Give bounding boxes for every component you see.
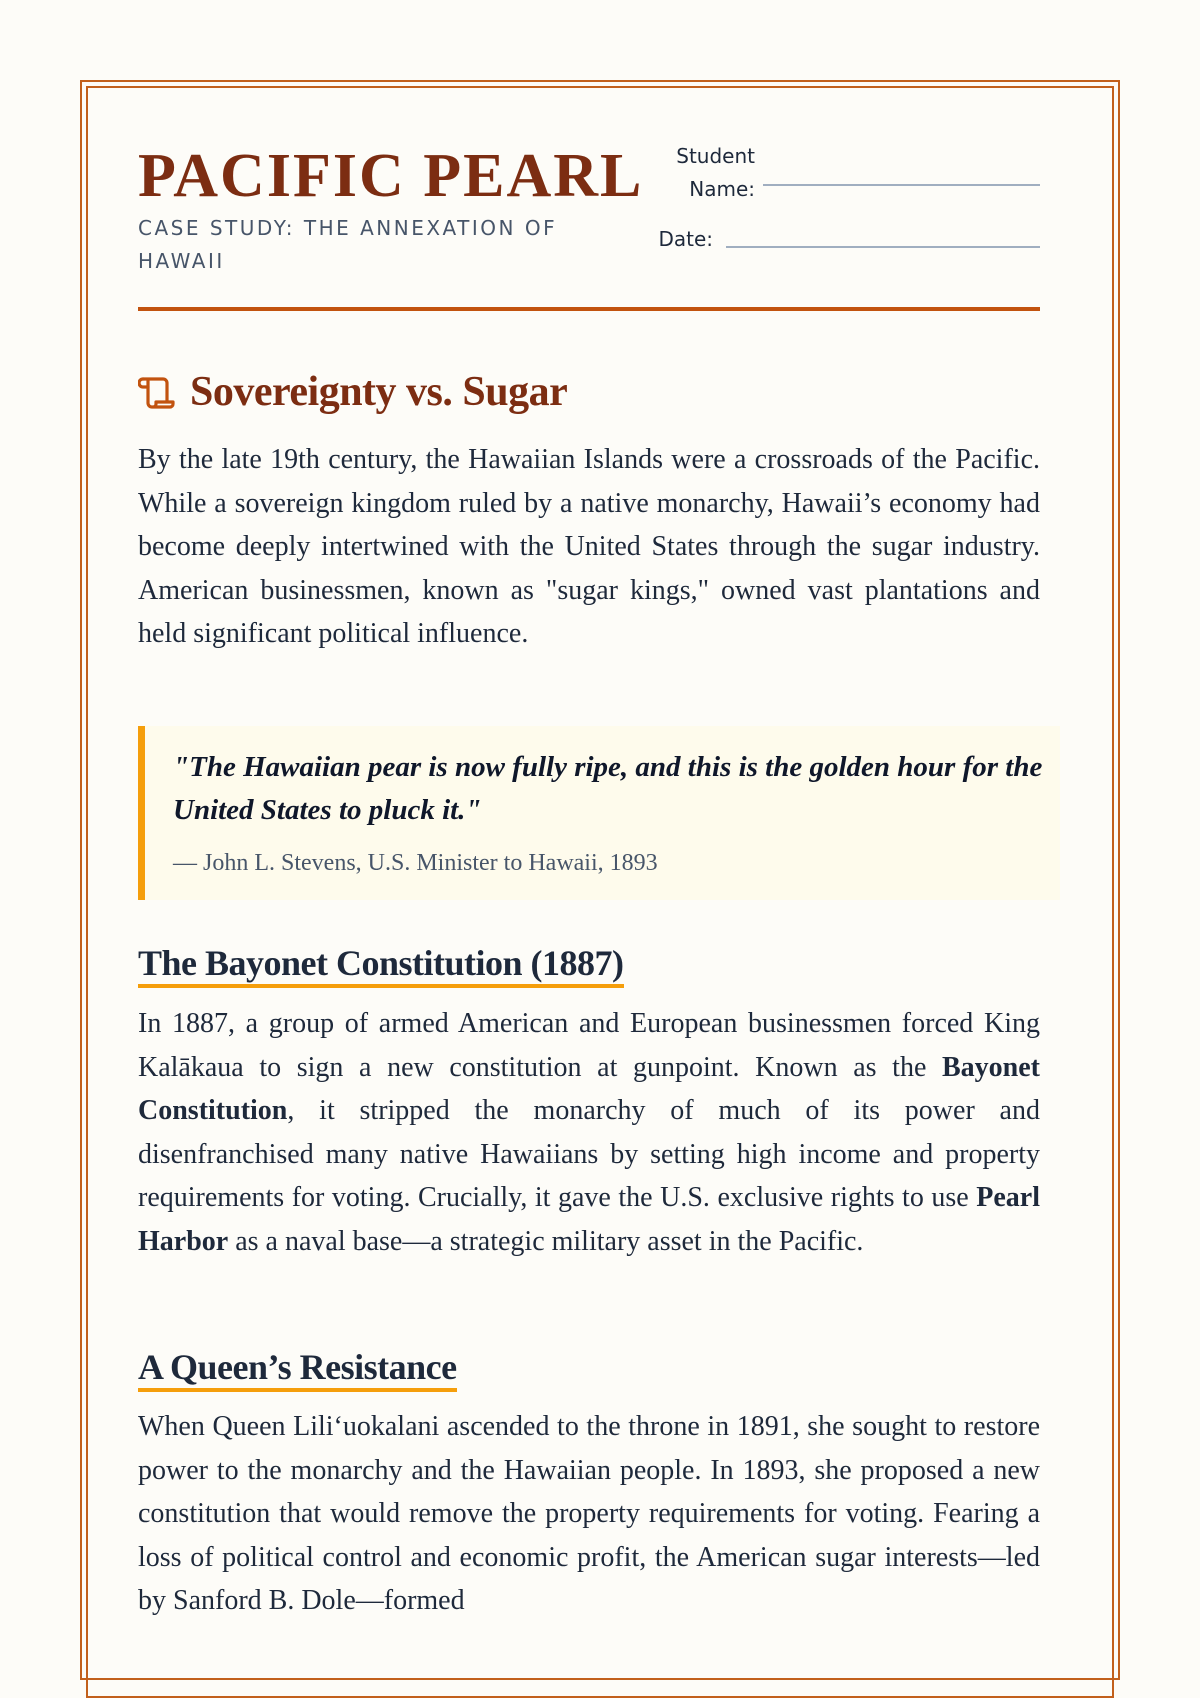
student-name-field[interactable] xyxy=(763,184,1040,186)
section-heading-sovereignty xyxy=(138,368,567,416)
subheading-queens-resistance: A Queen’s Resistance xyxy=(138,1346,457,1392)
section-paragraph: By the late 19th century, the Hawaiian Islands were a crossroads of the Pacific. While a sovereign kingdom ruled by a native monarchy, Hawaii’s economy had become deeply intertwined with the United States through the sugar industry. American businessmen, known as "sugar kings," owned vast plantations and held significant political influence. xyxy=(138,444,1040,649)
page-subtitle: CASE STUDY: THE ANNEXATION OF HAWAII xyxy=(138,216,558,273)
section-title: Sovereignty vs. Sugar xyxy=(190,369,568,415)
student-name-label: Student Name: xyxy=(676,144,755,201)
quote-text: "The Hawaiian pear is now fully ripe, and this is the golden hour for the United States to pluck it." xyxy=(173,751,1043,826)
quote-block xyxy=(138,726,1060,900)
subheading-bayonet-constitution: The Bayonet Constitution (1887) xyxy=(138,942,624,988)
quote-attribution: — John L. Stevens, U.S. Minister to Hawaii, 1893 xyxy=(173,850,658,876)
section-paragraph xyxy=(138,1002,1040,1263)
student-name-row xyxy=(653,140,1040,206)
header-divider xyxy=(138,307,1040,311)
section-paragraph: When Queen Lili‘uokalani ascended to the throne in 1891, she sought to restore power to the monarchy and the Hawaiian people. In 1893, she proposed a new constitution that would remove the property requirements for voting. Fearing a loss of political control and economic profit, the American sugar interests—led by Sanford B. Dole—formed xyxy=(138,1411,1040,1616)
paragraph-text: , it stripped the monarchy of much of its power and disenfranchised many native Hawaiians by setting high income and property requirements for voting. Crucially, it gave the U.S. exclusive rights to use xyxy=(138,1095,1040,1213)
paragraph-text: In 1887, a group of armed American and European businessmen forced King Kalākaua to sign a new constitution at gunpoint. Known as the xyxy=(138,1008,1040,1083)
page-title: PACIFIC PEARL xyxy=(138,142,644,210)
date-label: Date: xyxy=(658,227,713,251)
date-row xyxy=(653,216,1040,256)
bold-term-bayonet-constitution: Bayonet Constitution xyxy=(138,1051,1040,1126)
paragraph-text: as a naval base—a strategic military asset in the Pacific. xyxy=(228,1225,864,1257)
scroll-icon xyxy=(138,373,176,411)
bold-term-pearl-harbor: Pearl Harbor xyxy=(138,1182,1040,1257)
date-field[interactable] xyxy=(726,246,1040,248)
worksheet-header xyxy=(138,140,1040,310)
